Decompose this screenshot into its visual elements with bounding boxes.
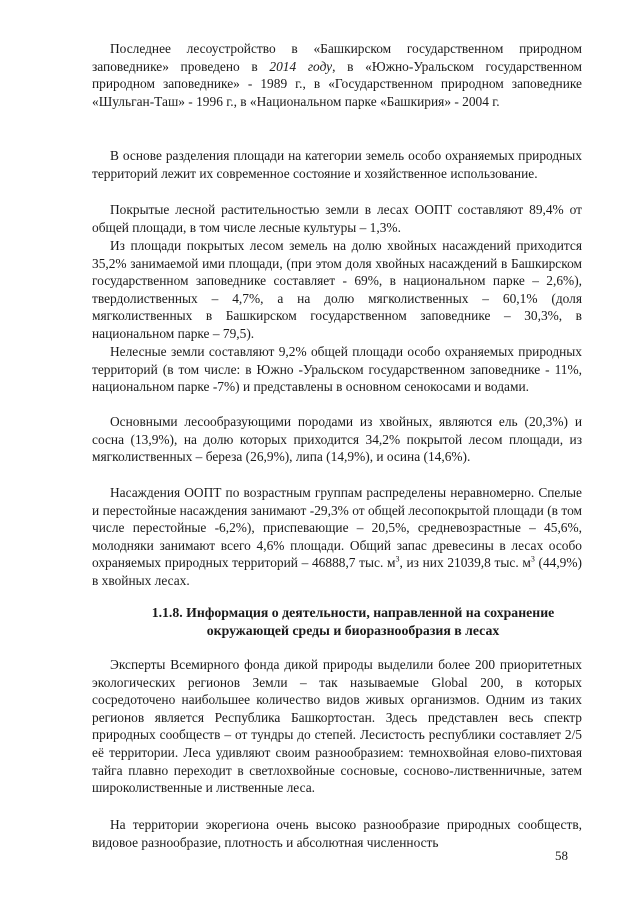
section-heading: 1.1.8. Информация о деятельности, направленной на сохранение окружающей среды и биоразнообразия в лесах bbox=[151, 605, 555, 638]
paragraph-text: Последнее лесоустройство в «Башкирском государственном природном заповеднике» проведено в bbox=[92, 41, 582, 74]
paragraph-age-groups bbox=[92, 484, 582, 590]
paragraph-global-200: Эксперты Всемирного фонда дикой природы выделили более 200 приоритетных экологических регионов Земли – так называемые Global 200, в которых сосредоточено наибольшее количество видов живых организмов. Одним из таких регионов является Республика Башкортостан. Здесь представлен весь спектр природных сообществ – от тундры до степей. Лесистость республики составляет 2/5 её территории. Леса удивляют своим разнообразием: темнохвойная елово-пихтовая тайга плавно переходит в светлохвойные сосновые, сосново-лиственничные, затем широколиственные и лиственные леса. bbox=[92, 657, 582, 796]
paragraph-ecoregion: На территории экорегиона очень высоко разнообразие природных сообществ, видовое разнообразие, плотность и абсолютная численность bbox=[92, 817, 582, 850]
paragraph-text: , из них 21039,8 тыс. м bbox=[399, 555, 531, 571]
paragraph-text: Насаждения ООПТ по возрастным группам распределены неравномерно. Спелые и перестойные насаждения занимают -29,3% от общей лесопокрытой площади (в том числе перестойные -6,2%), приспевающие – 20,5%, средневозрастные – 45,6%, молодняки занимают всего 4,6% площади. Общий запас древесины в лесах особо охраняемых природных территорий – 46888,7 тыс. м bbox=[92, 485, 582, 571]
paragraph-text: , в «Южно-Уральском государственном природном заповеднике» - 1989 г., в «Государственном природном заповеднике «Шульган-Таш» - 1996 г., в «Национальном парке «Башкирия» - 2004 г. bbox=[92, 58, 582, 109]
paragraph-text: (44,9%) в хвойных лесах. bbox=[92, 555, 582, 588]
italic-year: 2014 году bbox=[269, 58, 333, 74]
paragraph-land-categories: В основе разделения площади на категории земель особо охраняемых природных территорий лежит их современное состояние и хозяйственное использование. bbox=[92, 148, 582, 181]
superscript: 3 bbox=[530, 554, 535, 564]
paragraph-conifer-share: Из площади покрытых лесом земель на долю хвойных насаждений приходится 35,2% занимаемой ими площади, (при этом доля хвойных насаждений в Башкирском государственном заповеднике составляет - 69%, в национальном парке – 2,6%), твердолиственных – 4,7%, а на долю мягколиственных – 60,1% (доля мягколиственных в Башкирском государственном заповеднике – 30,3%, в национальном парке – 79,5). bbox=[92, 238, 582, 341]
superscript: 3 bbox=[395, 554, 400, 564]
paragraph-forest-cover: Покрытые лесной растительностью земли в лесах ООПТ составляют 89,4% от общей площади, в том числе лесные культуры – 1,3%. bbox=[92, 202, 582, 235]
paragraph-nonforest-land: Нелесные земли составляют 9,2% общей площади особо охраняемых природных территорий (в том числе: в Южно -Уральском государственном заповеднике - 11%, национальном парке -7%) и представлены в основном сенокосами и водами. bbox=[92, 344, 582, 395]
page-number: 58 bbox=[555, 848, 568, 863]
paragraph-forest-survey bbox=[92, 40, 582, 110]
paragraph-main-species: Основными лесообразующими породами из хвойных, являются ель (20,3%) и сосна (13,9%), на долю которых приходится 34,2% покрытой лесом площади, из мягколиственных – береза (26,9%), липа (14,9%), и осина (14,6%). bbox=[92, 414, 582, 465]
